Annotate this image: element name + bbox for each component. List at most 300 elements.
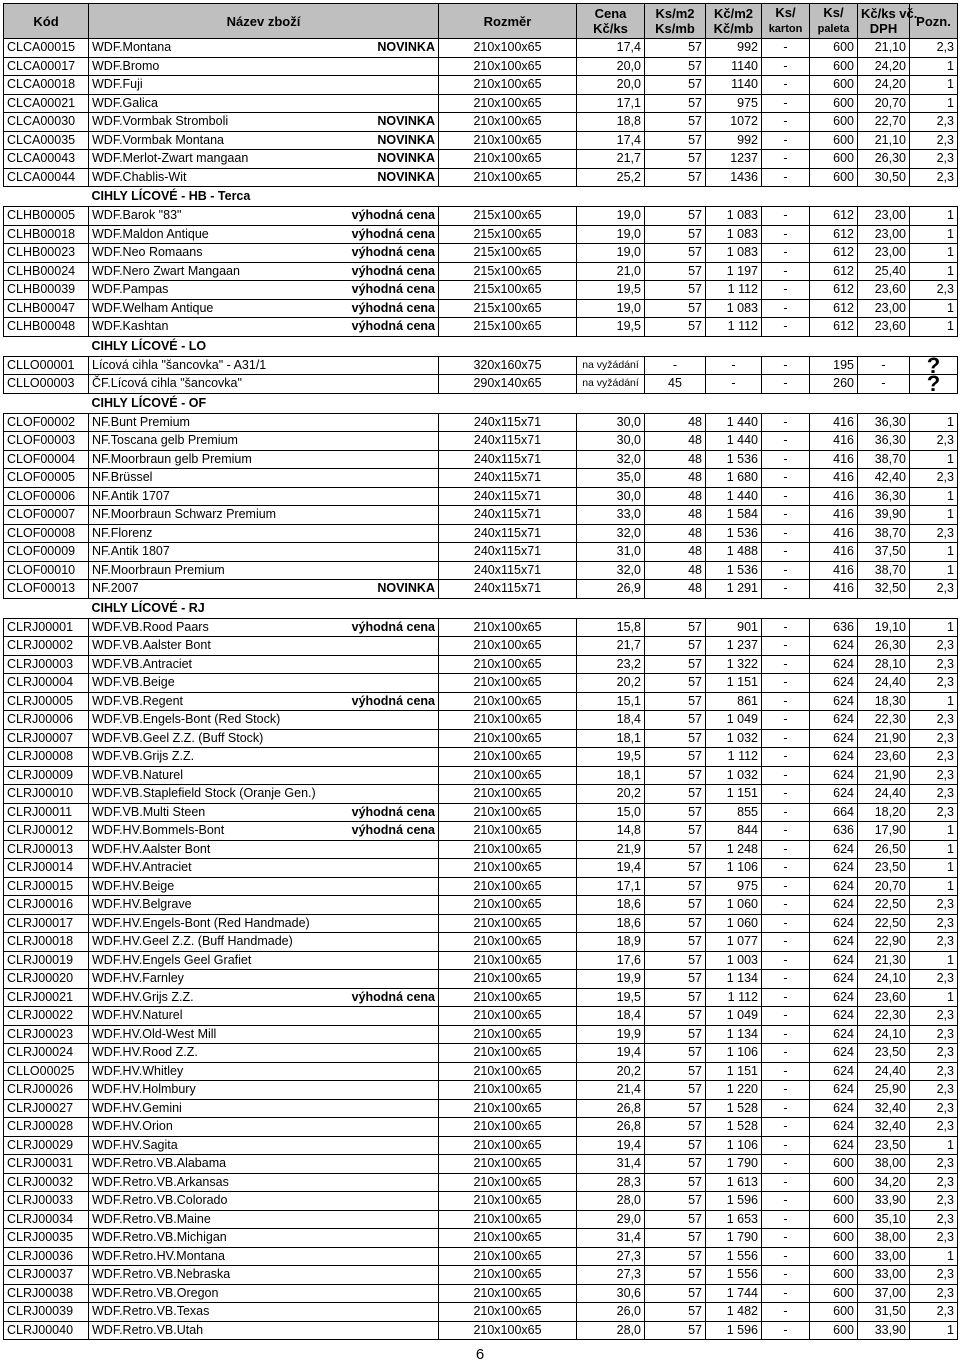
item-price-with-vat: 26,30 [858, 637, 910, 656]
table-body [4, 39, 958, 1340]
item-pieces-per-carton: - [762, 914, 810, 933]
item-name: WDF.HV.Naturel [89, 1007, 335, 1026]
item-pieces-per-carton: - [762, 637, 810, 656]
item-note: 1 [910, 1136, 958, 1155]
item-price: 29,0 [577, 1210, 645, 1229]
item-size: 210x100x65 [439, 76, 577, 95]
item-price-with-vat: 20,70 [858, 94, 910, 113]
item-pieces-per-pallet: 624 [810, 896, 858, 915]
table-row [4, 877, 958, 896]
item-price: 28,0 [577, 1321, 645, 1340]
item-note: 1 [910, 822, 958, 841]
item-price-per-m2: 1 106 [706, 1136, 762, 1155]
item-price: 18,8 [577, 113, 645, 132]
item-name: WDF.VB.Engels-Bont (Red Stock) [89, 711, 335, 730]
item-pieces-per-pallet: 636 [810, 822, 858, 841]
item-pieces-per-carton: - [762, 711, 810, 730]
item-pieces-per-m2: 57 [645, 896, 706, 915]
item-pieces-per-pallet: 624 [810, 674, 858, 693]
table-row [4, 951, 958, 970]
item-pieces-per-pallet: 416 [810, 543, 858, 562]
item-price-with-vat: 32,40 [858, 1099, 910, 1118]
item-price: 19,5 [577, 748, 645, 767]
item-pieces-per-m2: - [645, 356, 706, 375]
item-name: WDF.VB.Antraciet [89, 655, 335, 674]
item-pieces-per-carton: - [762, 1044, 810, 1063]
item-name: NF.Moorbraun gelb Premium [89, 450, 335, 469]
item-tag: NOVINKA [335, 168, 439, 187]
item-price: 19,0 [577, 207, 645, 226]
item-pieces-per-m2: 57 [645, 131, 706, 150]
item-price: 20,2 [577, 674, 645, 693]
item-size: 320x160x75 [439, 356, 577, 375]
table-row [4, 1118, 958, 1137]
item-pieces-per-m2: 57 [645, 113, 706, 132]
item-price: 19,0 [577, 225, 645, 244]
item-tag: výhodná cena [335, 988, 439, 1007]
item-tag [335, 1247, 439, 1266]
item-size: 210x100x65 [439, 1118, 577, 1137]
price-list-sheet [3, 3, 957, 1340]
item-pieces-per-m2: 57 [645, 207, 706, 226]
item-price-per-m2: 1 556 [706, 1266, 762, 1285]
item-price: 25,2 [577, 168, 645, 187]
item-note: 1 [910, 1321, 958, 1340]
item-price-with-vat: 37,00 [858, 1284, 910, 1303]
item-size: 240x115x71 [439, 432, 577, 451]
item-price-per-m2: 1 248 [706, 840, 762, 859]
item-pieces-per-carton: - [762, 543, 810, 562]
item-size: 210x100x65 [439, 933, 577, 952]
item-note: 1 [910, 225, 958, 244]
table-row [4, 840, 958, 859]
item-price: 20,0 [577, 57, 645, 76]
item-price: na vyžádání [577, 375, 645, 394]
item-pieces-per-m2: 57 [645, 1229, 706, 1248]
item-pieces-per-carton: - [762, 207, 810, 226]
item-note: 2,3 [910, 281, 958, 300]
item-pieces-per-carton: - [762, 877, 810, 896]
item-size: 240x115x71 [439, 450, 577, 469]
table-row [4, 1025, 958, 1044]
item-pieces-per-pallet: 624 [810, 655, 858, 674]
item-name: WDF.HV.Holmbury [89, 1081, 335, 1100]
item-price-with-vat: 23,60 [858, 748, 910, 767]
item-pieces-per-pallet: 600 [810, 76, 858, 95]
item-price-per-m2: - [706, 375, 762, 394]
item-price-with-vat: 33,90 [858, 1192, 910, 1211]
item-price: 17,4 [577, 39, 645, 58]
item-code: CLCA00021 [4, 94, 89, 113]
item-pieces-per-m2: 57 [645, 1284, 706, 1303]
item-code: CLHB00039 [4, 281, 89, 300]
section-title: CIHLY LÍCOVÉ - HB - Terca [91, 189, 251, 203]
item-price-per-m2: 1 151 [706, 785, 762, 804]
item-note: 1 [910, 413, 958, 432]
item-price: 21,7 [577, 637, 645, 656]
item-code: CLRJ00016 [4, 896, 89, 915]
item-pieces-per-pallet: 416 [810, 432, 858, 451]
item-price-per-m2: 901 [706, 618, 762, 637]
table-row [4, 1044, 958, 1063]
item-code: CLRJ00014 [4, 859, 89, 878]
item-price-with-vat: 38,70 [858, 561, 910, 580]
item-pieces-per-pallet: 624 [810, 1118, 858, 1137]
item-pieces-per-carton: - [762, 1192, 810, 1211]
header-cena-line1: Cena [594, 6, 627, 21]
item-price: 17,6 [577, 951, 645, 970]
item-pieces-per-m2: 57 [645, 1303, 706, 1322]
item-pieces-per-carton: - [762, 413, 810, 432]
item-price-per-m2: 1 106 [706, 859, 762, 878]
item-price-with-vat: 24,40 [858, 785, 910, 804]
item-size: 210x100x65 [439, 94, 577, 113]
item-pieces-per-m2: 48 [645, 450, 706, 469]
item-note: 2,3 [910, 168, 958, 187]
section-spacer [4, 336, 89, 356]
item-tag [335, 543, 439, 562]
item-pieces-per-m2: 57 [645, 692, 706, 711]
item-price: 35,0 [577, 469, 645, 488]
item-pieces-per-m2: 57 [645, 1155, 706, 1174]
item-size: 210x100x65 [439, 1044, 577, 1063]
item-pieces-per-m2: 57 [645, 76, 706, 95]
item-pieces-per-m2: 57 [645, 1099, 706, 1118]
item-size: 210x100x65 [439, 748, 577, 767]
item-pieces-per-carton: - [762, 785, 810, 804]
item-tag [335, 655, 439, 674]
item-code: CLRJ00008 [4, 748, 89, 767]
item-name: NF.Brüssel [89, 469, 335, 488]
table-row [4, 1303, 958, 1322]
item-pieces-per-pallet: 600 [810, 1284, 858, 1303]
item-price-per-m2: 1 134 [706, 1025, 762, 1044]
item-pieces-per-carton: - [762, 951, 810, 970]
item-pieces-per-carton: - [762, 225, 810, 244]
item-size: 210x100x65 [439, 1081, 577, 1100]
item-size: 210x100x65 [439, 1321, 577, 1340]
item-pieces-per-pallet: 624 [810, 859, 858, 878]
item-size: 210x100x65 [439, 951, 577, 970]
item-code: CLOF00013 [4, 580, 89, 599]
item-note: ? [910, 375, 958, 394]
item-size: 210x100x65 [439, 988, 577, 1007]
item-size: 240x115x71 [439, 469, 577, 488]
item-price-per-m2: 1 237 [706, 637, 762, 656]
item-pieces-per-pallet: 416 [810, 524, 858, 543]
item-price-per-m2: 1140 [706, 57, 762, 76]
item-price: 18,6 [577, 896, 645, 915]
item-tag [335, 469, 439, 488]
item-code: CLRJ00007 [4, 729, 89, 748]
table-row [4, 450, 958, 469]
item-tag [335, 970, 439, 989]
item-size: 210x100x65 [439, 1266, 577, 1285]
item-price: 19,5 [577, 318, 645, 337]
item-code: CLRJ00035 [4, 1229, 89, 1248]
item-pieces-per-carton: - [762, 896, 810, 915]
item-note: 2,3 [910, 748, 958, 767]
table-row [4, 244, 958, 263]
item-size: 210x100x65 [439, 803, 577, 822]
item-price-with-vat: 23,60 [858, 318, 910, 337]
item-name: WDF.VB.Regent [89, 692, 335, 711]
item-price: 19,4 [577, 859, 645, 878]
item-pieces-per-carton: - [762, 168, 810, 187]
item-price-per-m2: 1 003 [706, 951, 762, 970]
item-name: WDF.VB.Rood Paars [89, 618, 335, 637]
item-name: WDF.Pampas [89, 281, 335, 300]
item-pieces-per-carton: - [762, 1062, 810, 1081]
item-tag [335, 933, 439, 952]
item-price: 26,8 [577, 1118, 645, 1137]
item-pieces-per-pallet: 416 [810, 580, 858, 599]
item-code: CLRJ00029 [4, 1136, 89, 1155]
item-pieces-per-pallet: 600 [810, 131, 858, 150]
item-tag [335, 877, 439, 896]
item-price-with-vat: 32,50 [858, 580, 910, 599]
item-tag [335, 1266, 439, 1285]
table-row [4, 1210, 958, 1229]
item-pieces-per-pallet: 600 [810, 1229, 858, 1248]
item-size: 210x100x65 [439, 1210, 577, 1229]
item-size: 215x100x65 [439, 299, 577, 318]
item-pieces-per-pallet: 600 [810, 1303, 858, 1322]
item-tag: výhodná cena [335, 299, 439, 318]
item-tag [335, 1136, 439, 1155]
section-spacer [4, 187, 89, 207]
section-title: CIHLY LÍCOVÉ - LO [91, 338, 207, 353]
item-price-per-m2: 1 077 [706, 933, 762, 952]
item-pieces-per-carton: - [762, 281, 810, 300]
item-name: WDF.Welham Antique [89, 299, 335, 318]
item-note: 2,3 [910, 785, 958, 804]
item-price-with-vat: - [858, 356, 910, 375]
item-price-per-m2: 1 653 [706, 1210, 762, 1229]
item-pieces-per-pallet: 416 [810, 487, 858, 506]
header-rozmer: Rozměr [439, 4, 577, 39]
item-name: NF.Toscana gelb Premium [89, 432, 335, 451]
item-pieces-per-m2: 57 [645, 1136, 706, 1155]
table-row [4, 637, 958, 656]
item-pieces-per-pallet: 600 [810, 39, 858, 58]
item-pieces-per-pallet: 600 [810, 1321, 858, 1340]
item-pieces-per-carton: - [762, 487, 810, 506]
item-name: WDF.Retro.VB.Colorado [89, 1192, 335, 1211]
item-pieces-per-m2: 57 [645, 951, 706, 970]
item-price-with-vat: 33,90 [858, 1321, 910, 1340]
header-cena [577, 4, 645, 39]
item-price-with-vat: 35,10 [858, 1210, 910, 1229]
item-price-per-m2: 1 528 [706, 1099, 762, 1118]
item-price-with-vat: 26,50 [858, 840, 910, 859]
item-pieces-per-carton: - [762, 1229, 810, 1248]
item-pieces-per-carton: - [762, 1303, 810, 1322]
item-pieces-per-carton: - [762, 766, 810, 785]
item-code: CLRJ00019 [4, 951, 89, 970]
item-tag: NOVINKA [335, 39, 439, 58]
item-price-with-vat: 30,50 [858, 168, 910, 187]
item-pieces-per-carton: - [762, 1136, 810, 1155]
item-name: WDF.HV.Aalster Bont [89, 840, 335, 859]
item-code: CLRJ00010 [4, 785, 89, 804]
item-tag [335, 57, 439, 76]
item-tag [335, 951, 439, 970]
item-name: WDF.VB.Geel Z.Z. (Buff Stock) [89, 729, 335, 748]
item-note: 1 [910, 506, 958, 525]
item-name: WDF.VB.Naturel [89, 766, 335, 785]
table-row [4, 39, 958, 58]
item-pieces-per-m2: 57 [645, 1007, 706, 1026]
item-note: 2,3 [910, 1007, 958, 1026]
item-tag: výhodná cena [335, 281, 439, 300]
item-pieces-per-m2: 57 [645, 94, 706, 113]
item-pieces-per-pallet: 612 [810, 244, 858, 263]
item-tag: výhodná cena [335, 207, 439, 226]
header-ks-karton [762, 4, 810, 39]
item-pieces-per-m2: 57 [645, 1062, 706, 1081]
item-name: WDF.Maldon Antique [89, 225, 335, 244]
item-pieces-per-m2: 57 [645, 803, 706, 822]
item-code: CLOF00003 [4, 432, 89, 451]
item-name: WDF.HV.Bommels-Bont [89, 822, 335, 841]
item-pieces-per-m2: 48 [645, 524, 706, 543]
item-code: CLRJ00005 [4, 692, 89, 711]
item-name: WDF.Vormbak Stromboli [89, 113, 335, 132]
item-pieces-per-m2: 57 [645, 1025, 706, 1044]
item-pieces-per-pallet: 624 [810, 1062, 858, 1081]
item-tag [335, 785, 439, 804]
item-pieces-per-carton: - [762, 655, 810, 674]
item-note: 2,3 [910, 113, 958, 132]
item-pieces-per-pallet: 612 [810, 318, 858, 337]
item-price: 17,1 [577, 877, 645, 896]
item-size: 210x100x65 [439, 655, 577, 674]
item-pieces-per-pallet: 600 [810, 1192, 858, 1211]
item-code: CLCA00030 [4, 113, 89, 132]
table-row [4, 896, 958, 915]
item-pieces-per-pallet: 624 [810, 988, 858, 1007]
item-pieces-per-carton: - [762, 150, 810, 169]
item-pieces-per-m2: 57 [645, 618, 706, 637]
item-code: CLRJ00039 [4, 1303, 89, 1322]
item-pieces-per-carton: - [762, 113, 810, 132]
item-name: NF.Moorbraun Premium [89, 561, 335, 580]
item-name: WDF.HV.Grijs Z.Z. [89, 988, 335, 1007]
item-price-per-m2: 1237 [706, 150, 762, 169]
item-pieces-per-carton: - [762, 729, 810, 748]
item-size: 210x100x65 [439, 1007, 577, 1026]
item-code: CLRJ00023 [4, 1025, 89, 1044]
item-price-per-m2: 1 440 [706, 413, 762, 432]
item-price: 19,4 [577, 1136, 645, 1155]
item-pieces-per-carton: - [762, 1173, 810, 1192]
table-row [4, 318, 958, 337]
item-pieces-per-pallet: 624 [810, 933, 858, 952]
item-price-per-m2: 1072 [706, 113, 762, 132]
table-row [4, 375, 958, 394]
item-price-per-m2: 975 [706, 94, 762, 113]
item-pieces-per-m2: 57 [645, 655, 706, 674]
item-code: CLRJ00009 [4, 766, 89, 785]
item-size: 210x100x65 [439, 1303, 577, 1322]
item-price: 18,4 [577, 711, 645, 730]
item-price-with-vat: 22,70 [858, 113, 910, 132]
item-note: 2,3 [910, 1025, 958, 1044]
item-tag: výhodná cena [335, 318, 439, 337]
table-row [4, 729, 958, 748]
item-tag [335, 1044, 439, 1063]
item-name: NF.Bunt Premium [89, 413, 335, 432]
item-code: CLHB00048 [4, 318, 89, 337]
table-row [4, 1247, 958, 1266]
section-spacer [4, 598, 89, 618]
item-pieces-per-m2: 57 [645, 840, 706, 859]
item-pieces-per-carton: - [762, 318, 810, 337]
item-code: CLRJ00036 [4, 1247, 89, 1266]
item-tag [335, 711, 439, 730]
item-price-per-m2: 1 528 [706, 1118, 762, 1137]
item-price-with-vat: 23,00 [858, 244, 910, 263]
table-row [4, 1007, 958, 1026]
item-price: 32,0 [577, 561, 645, 580]
item-note: 2,3 [910, 803, 958, 822]
item-name: Lícová cihla "šancovka" - A31/1 [89, 356, 335, 375]
item-price-with-vat: 22,30 [858, 711, 910, 730]
item-pieces-per-m2: 57 [645, 1118, 706, 1137]
item-code: CLHB00024 [4, 262, 89, 281]
item-name: WDF.Chablis-Wit [89, 168, 335, 187]
item-price-with-vat: 21,90 [858, 729, 910, 748]
item-pieces-per-carton: - [762, 39, 810, 58]
item-pieces-per-carton: - [762, 1007, 810, 1026]
item-price-with-vat: 22,90 [858, 933, 910, 952]
item-price: 18,6 [577, 914, 645, 933]
item-code: CLOF00010 [4, 561, 89, 580]
item-pieces-per-pallet: 612 [810, 281, 858, 300]
item-code: CLRJ00015 [4, 877, 89, 896]
item-price-with-vat: 23,50 [858, 1136, 910, 1155]
item-price-with-vat: 24,10 [858, 1025, 910, 1044]
item-size: 210x100x65 [439, 766, 577, 785]
item-code: CLOF00005 [4, 469, 89, 488]
item-tag [335, 450, 439, 469]
item-tag [335, 1284, 439, 1303]
item-pieces-per-m2: 57 [645, 1192, 706, 1211]
item-price-per-m2: 1 482 [706, 1303, 762, 1322]
item-pieces-per-carton: - [762, 262, 810, 281]
item-size: 210x100x65 [439, 1284, 577, 1303]
table-row [4, 785, 958, 804]
item-price-with-vat: 21,10 [858, 131, 910, 150]
item-tag [335, 1173, 439, 1192]
item-price-with-vat: 36,30 [858, 487, 910, 506]
item-size: 215x100x65 [439, 225, 577, 244]
item-price-per-m2: 1 083 [706, 299, 762, 318]
item-size: 210x100x65 [439, 859, 577, 878]
item-code: CLHB00023 [4, 244, 89, 263]
item-size: 210x100x65 [439, 692, 577, 711]
item-code: CLHB00047 [4, 299, 89, 318]
item-price-per-m2: 1 220 [706, 1081, 762, 1100]
item-price-with-vat: 38,00 [858, 1155, 910, 1174]
item-price-with-vat: 39,90 [858, 506, 910, 525]
item-name: WDF.VB.Aalster Bont [89, 637, 335, 656]
item-pieces-per-pallet: 416 [810, 561, 858, 580]
item-note: 2,3 [910, 711, 958, 730]
table-row [4, 1321, 958, 1340]
item-price-with-vat: 21,10 [858, 39, 910, 58]
